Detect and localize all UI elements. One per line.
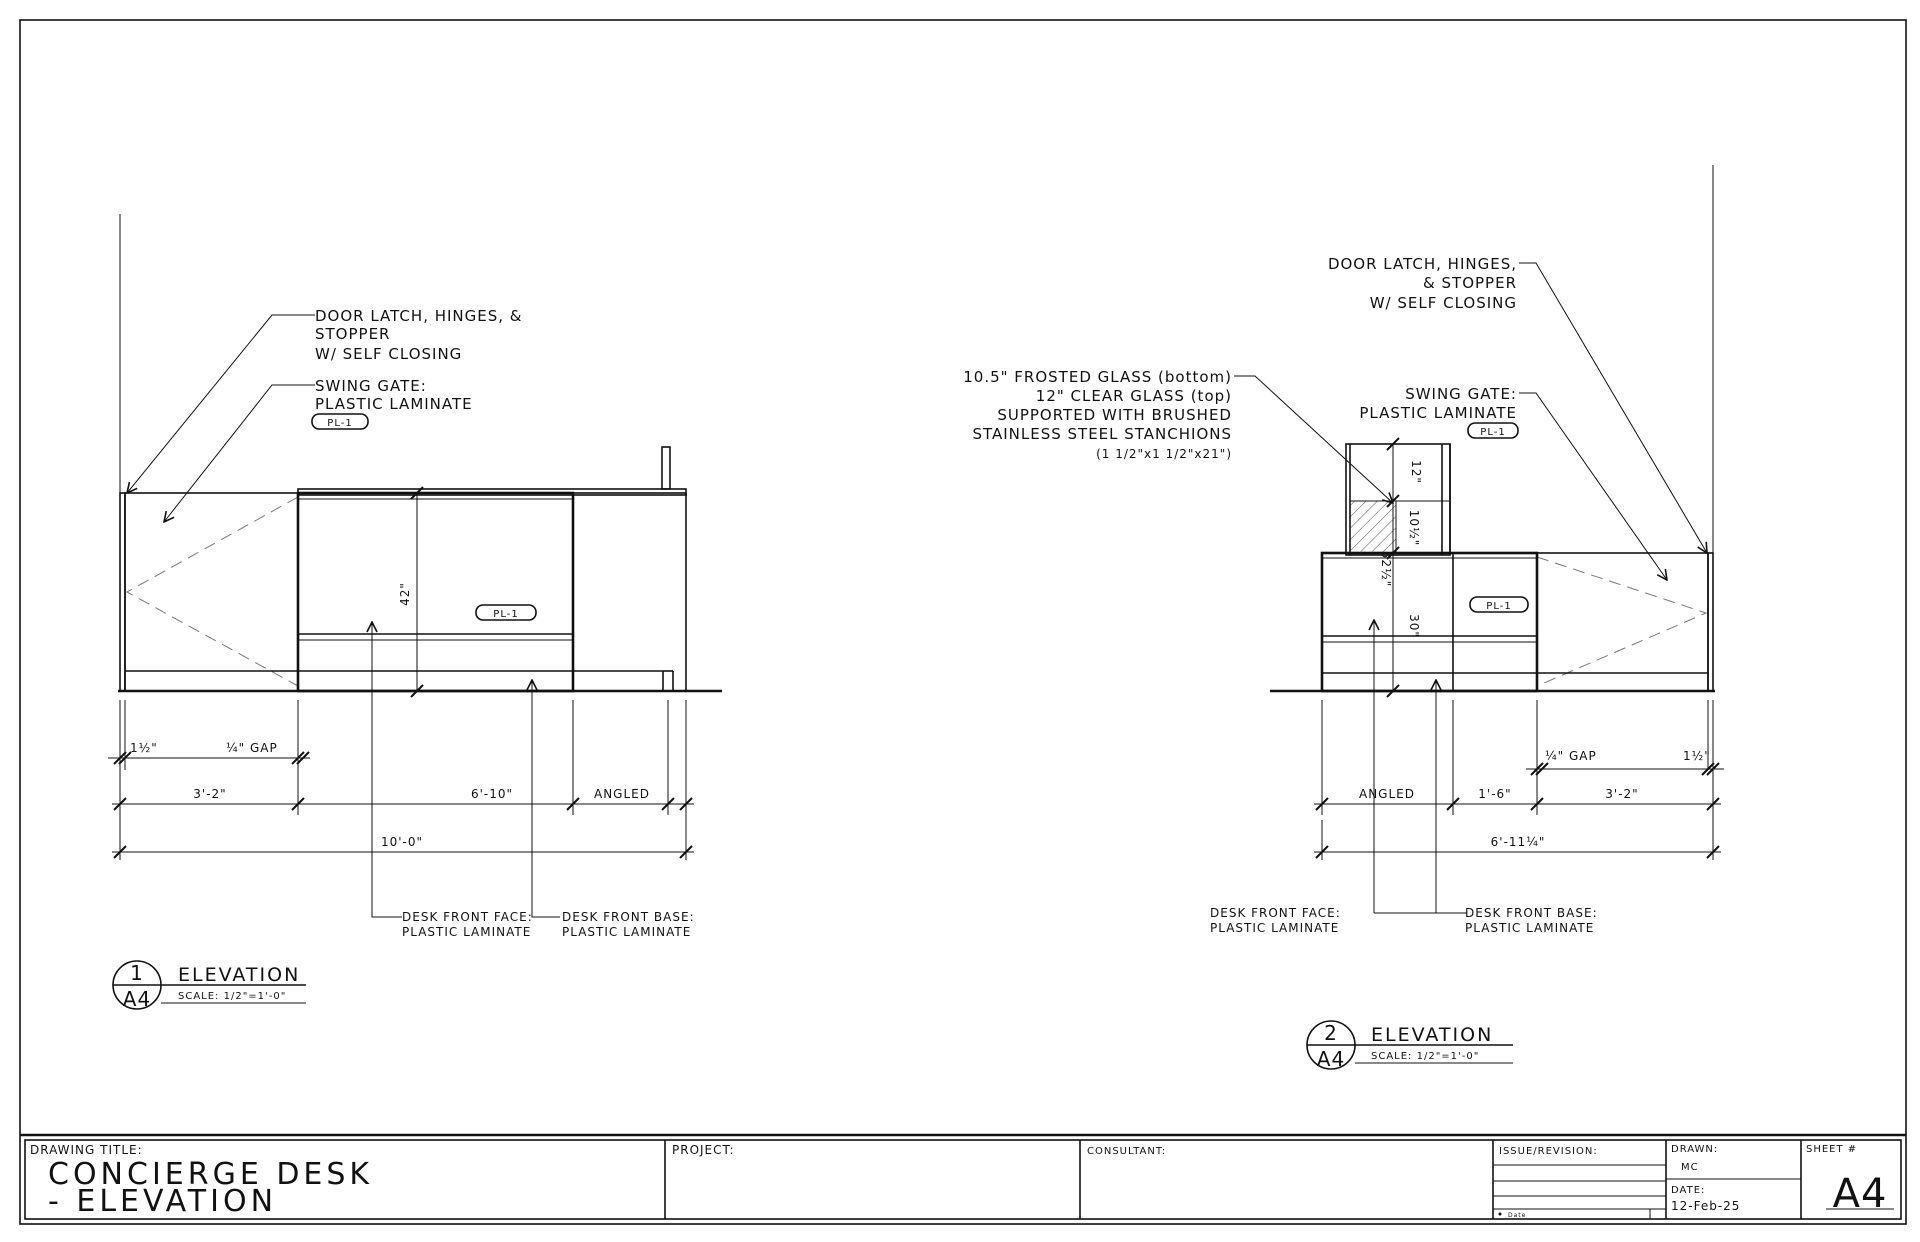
e1-title-label: ELEVATION [178, 964, 301, 986]
e1-swing-gate-line1: SWING GATE: [315, 377, 427, 395]
e2-clear-glass-dim: 12" [1409, 460, 1423, 484]
e2-title-scale: SCALE: 1/2"=1'-0" [1371, 1051, 1480, 1062]
e1-overall-dim: 10'-0" [380, 835, 424, 849]
e1-gap-dim: ¼" GAP [226, 741, 278, 755]
e1-door-hardware-line3: W/ SELF CLOSING [315, 345, 463, 363]
sheet-label: SHEET # [1806, 1144, 1858, 1155]
e2-front-face-line1: DESK FRONT FACE: [1210, 906, 1341, 920]
e1-gap-left-dim: 1½" [130, 741, 158, 755]
e2-glass-line3: SUPPORTED WITH BRUSHED [997, 406, 1232, 424]
drawn-value: MC [1681, 1162, 1699, 1173]
e1-front-base-line2: PLASTIC LAMINATE [562, 925, 692, 939]
consultant-label: CONSULTANT: [1087, 1146, 1167, 1157]
e2-door-hardware-line3: W/ SELF CLOSING [1369, 294, 1517, 312]
e1-height-dim: 42" [398, 582, 412, 606]
e2-frosted-glass-dim: 10½" [1407, 509, 1421, 547]
date-value: 12-Feb-25 [1671, 1199, 1741, 1213]
e1-angled-dim: ANGLED [594, 787, 650, 801]
e2-total-height-dim: 52½" [1379, 550, 1393, 588]
e1-door-hardware-line1: DOOR LATCH, HINGES, & [315, 307, 523, 325]
e2-glass-line4: STAINLESS STEEL STANCHIONS [972, 425, 1232, 443]
drawing-title-label: DRAWING TITLE: [30, 1143, 143, 1157]
e2-title-number: 2 [1324, 1021, 1338, 1045]
e1-swing-gate-line2: PLASTIC LAMINATE [315, 395, 473, 413]
e2-glass-line5: (1 1/2"x1 1/2"x21") [1096, 447, 1232, 461]
e2-front-base-line2: PLASTIC LAMINATE [1465, 921, 1595, 935]
e1-front-face-line1: DESK FRONT FACE: [402, 910, 533, 924]
e1-title-sheet: A4 [122, 987, 152, 1011]
sheet-border [20, 20, 1906, 1224]
e2-swing-gate-line1: SWING GATE: [1405, 385, 1517, 403]
e2-gap-dim: ¼" GAP [1545, 749, 1597, 763]
project-label: PROJECT: [672, 1143, 735, 1157]
e2-gap-right-dim: 1½" [1683, 749, 1711, 763]
drawn-label: DRAWN: [1671, 1144, 1719, 1155]
e2-gate-material-tag: PL-1 [1480, 427, 1506, 438]
e2-swing-gate-line2: PLASTIC LAMINATE [1359, 404, 1517, 422]
e2-glass-line1: 10.5" FROSTED GLASS (bottom) [963, 368, 1232, 386]
e2-overall-dim: 6'-11¼" [1490, 835, 1546, 849]
e1-front-material-tag: PL-1 [493, 609, 519, 620]
date-label: DATE: [1671, 1185, 1706, 1196]
e2-front-face-line2: PLASTIC LAMINATE [1210, 921, 1340, 935]
e1-front-face-line2: PLASTIC LAMINATE [402, 925, 532, 939]
elevation-2-title [1307, 1021, 1513, 1071]
e1-front-width-dim: 6'-10" [470, 787, 514, 801]
e1-door-hardware-line2: STOPPER [315, 325, 391, 343]
e2-title-label: ELEVATION [1371, 1024, 1494, 1046]
issue-revision-label: ISSUE/REVISION: [1499, 1146, 1598, 1157]
e1-title-scale: SCALE: 1/2"=1'-0" [178, 991, 287, 1002]
drawing-title-line2: - ELEVATION [48, 1184, 278, 1219]
e2-counter-height-dim: 30" [1407, 614, 1421, 638]
e1-gate-width-dim: 3'-2" [193, 787, 227, 801]
e2-gate-width-dim: 3'-2" [1605, 787, 1639, 801]
issue-date-label: Date [1508, 1212, 1527, 1219]
e2-front-material-tag: PL-1 [1486, 601, 1512, 612]
drawing-title-line1: CONCIERGE DESK [48, 1157, 374, 1192]
e2-front-base-line1: DESK FRONT BASE: [1465, 906, 1598, 920]
e2-door-hardware-line1: DOOR LATCH, HINGES, [1327, 255, 1517, 273]
elevation-1-title [113, 961, 306, 1011]
e2-glass-line2: 12" CLEAR GLASS (top) [1035, 387, 1232, 405]
e1-title-number: 1 [130, 961, 144, 985]
e2-angled-dim: ANGLED [1359, 787, 1415, 801]
sheet-number: A4 [1832, 1171, 1888, 1217]
e2-title-sheet: A4 [1316, 1047, 1346, 1071]
elevation-1-labels [130, 307, 695, 939]
e2-door-hardware-line2: & STOPPER [1423, 274, 1517, 292]
e2-end-width-dim: 1'-6" [1478, 787, 1512, 801]
elevation-2-labels [963, 255, 1711, 935]
e1-gate-material-tag: PL-1 [327, 418, 353, 429]
e1-front-base-line1: DESK FRONT BASE: [562, 910, 695, 924]
